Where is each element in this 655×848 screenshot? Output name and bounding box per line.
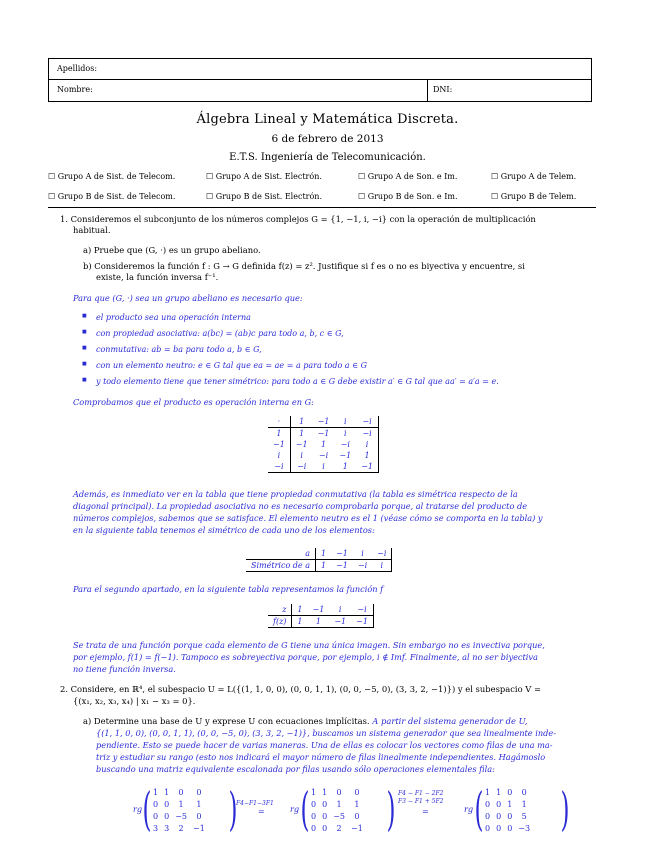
matrix-cell: −5 — [175, 811, 187, 821]
table-cell: −i — [372, 548, 392, 560]
table-cell: 1 — [268, 428, 290, 440]
table-row — [268, 439, 378, 450]
table-cell: 1 — [315, 560, 331, 572]
rank-label: rg — [464, 804, 474, 814]
matrix-cell: 0 — [196, 811, 202, 821]
table-cell: −1 — [313, 416, 335, 428]
left-bracket: ( — [300, 782, 310, 836]
q2-answer-line5: buscando una matriz equivalente escalonada por filas usando sólo operaciones elementales fila: — [96, 764, 495, 774]
table-cell: −1 — [308, 604, 330, 616]
q1-check-text: Comprobamos que el producto es operación interna en G: — [73, 397, 314, 407]
group-checkbox[interactable]: ☐ Grupo A de Sist. Electrón. — [206, 172, 322, 181]
exam-date: 6 de febrero de 2013 — [271, 133, 384, 145]
q2-statement: 2. Considere, en ℝ⁴, el subespacio U = L({(1, 1, 0, 0), (0, 0, 1, 1), (0, 0, −5, 0), (3, 3, 2, −1)}) y el subespacio V = — [60, 684, 542, 694]
matrix-2-table — [308, 786, 366, 834]
exam-title: Álgebra Lineal y Matemática Discreta. — [196, 112, 459, 127]
matrix-cell: 1 — [164, 787, 170, 797]
table-cell: −i — [351, 604, 373, 616]
matrix-cell: 1 — [354, 799, 360, 809]
nombre-label: Nombre: — [57, 85, 93, 94]
right-bracket: ) — [560, 782, 570, 836]
table-cell: f(z) — [268, 616, 292, 628]
q1-para2-line2: diagonal principal). La propiedad asociativa no es necesario comprobarla porque, al tratarse del producto de — [73, 501, 528, 511]
table-cell: i — [372, 560, 392, 572]
matrix-cell: 0 — [153, 799, 159, 809]
q1-part-b: b) Consideremos la función f : G → G definida f(z) = z². Justifique si f es o no es biyectiva y encuentre, si — [83, 261, 525, 271]
matrix-cell: 0 — [311, 799, 317, 809]
left-bracket: ( — [142, 782, 152, 836]
school-name: E.T.S. Ingeniería de Telecomunicación. — [229, 152, 426, 163]
table-row — [246, 548, 392, 560]
matrix-cell: 0 — [354, 787, 360, 797]
matrix-cell: −1 — [350, 823, 363, 833]
q2-answer-line3: pendiente. Esto se puede hacer de varias maneras. Una de ellas es colocar los vectores como filas de una ma- — [96, 740, 553, 750]
matrix-3-table — [482, 786, 533, 834]
matrix-cell: 0 — [164, 799, 170, 809]
table-cell: 1 — [292, 604, 308, 616]
q1-para4-line1: Se trata de una función porque cada elemento de G tiene una única imagen. Sin embargo no es invectiva porque, — [73, 640, 545, 650]
table-cell: 1 — [320, 440, 327, 449]
q1-answer-intro: Para que (G, ·) sea un grupo abeliano es necesario que: — [73, 293, 303, 303]
group-checkbox[interactable]: ☐ Grupo A de Telem. — [491, 172, 577, 181]
table-cell: 1 — [290, 416, 312, 428]
q1-statement-cont: habitual. — [73, 225, 111, 235]
table-cell: −1 — [317, 429, 330, 438]
table-cell: i — [344, 429, 347, 438]
table-cell: −1 — [331, 560, 353, 572]
table-row — [268, 461, 378, 473]
multiplication-table — [268, 416, 379, 473]
dni-divider — [427, 80, 428, 101]
table-cell: −1 — [268, 439, 290, 450]
apellidos-label: Apellidos: — [57, 64, 98, 73]
table-cell: 1 — [356, 450, 378, 461]
table-cell: i — [313, 461, 335, 473]
matrix-cell: 0 — [311, 811, 317, 821]
q1-part-a: a) Pruebe que (G, ·) es un grupo abeliano. — [83, 245, 261, 255]
matrix-cell: 0 — [311, 823, 317, 833]
table-row — [268, 416, 378, 428]
matrix-cell: −3 — [518, 823, 531, 833]
matrix-2 — [300, 782, 398, 836]
q2-statement-cont: {(x₁, x₂, x₃, x₄) | x₁ − x₃ = 0}. — [73, 696, 196, 706]
list-item: ■ y todo elemento tiene que tener simétrico: para todo a ∈ G debe existir a′ ∈ G tal que aa′ = a′a = e. — [96, 377, 499, 386]
matrix-cell: 0 — [322, 811, 328, 821]
table-cell: 1 — [315, 548, 331, 560]
header-divider — [48, 207, 596, 208]
table-cell: −i — [340, 440, 350, 449]
table-row — [268, 428, 378, 440]
table-row — [268, 616, 373, 628]
matrix-cell: 3 — [153, 823, 159, 833]
matrix-cell: 1 — [196, 799, 202, 809]
table-cell: i — [268, 450, 290, 461]
table-cell: i — [334, 416, 356, 428]
group-checkbox[interactable]: ☐ Grupo B de Sist. de Telecom. — [48, 192, 176, 201]
matrix-cell: 5 — [521, 811, 527, 821]
student-id-box — [48, 58, 592, 102]
matrix-cell: 1 — [311, 787, 317, 797]
function-table — [268, 604, 374, 628]
matrix-cell: 1 — [485, 787, 491, 797]
table-cell: −1 — [295, 440, 308, 449]
dni-label: DNI: — [433, 85, 453, 94]
table-cell: −1 — [331, 548, 353, 560]
q1-para4-line3: no tiene función inversa. — [73, 664, 176, 674]
matrix-cell: 0 — [507, 787, 513, 797]
matrix-cell: 0 — [507, 823, 513, 833]
matrix-cell: 2 — [336, 823, 342, 833]
table-cell: Simétrico de a — [246, 560, 315, 572]
q1-para2-line4: en la siguiente tabla tenemos el simétrico de cada uno de los elementos: — [73, 525, 375, 535]
list-item: ■ el producto sea una operación interna — [96, 313, 251, 322]
table-cell: i — [353, 548, 372, 560]
matrix-cell: 0 — [336, 787, 342, 797]
table-cell: −i — [318, 451, 329, 460]
matrix-cell: 0 — [521, 787, 527, 797]
group-checkbox[interactable]: ☐ Grupo A de Sist. de Telecom. — [48, 172, 176, 181]
matrix-cell: 0 — [485, 811, 491, 821]
matrix-cell: 0 — [164, 811, 170, 821]
table-cell: i — [356, 439, 378, 450]
symmetric-table — [246, 548, 392, 572]
matrix-cell: 1 — [521, 799, 527, 809]
q1-para4-line2: por ejemplo, f(1) = f(−1). Tampoco es sobreyectiva porque, por ejemplo, i ∉ Imf. Finalmente, al no ser biyectiva — [73, 652, 538, 662]
list-item: ■ con un elemento neutro: e ∈ G tal que ea = ae = a para todo a ∈ G — [96, 361, 367, 370]
matrix-cell: 0 — [322, 823, 328, 833]
matrix-cell: 0 — [485, 823, 491, 833]
q2-answer-line2: {(1, 1, 0, 0), (0, 0, 1, 1), (0, 0, −5, 0), (3, 3, 2, −1)}, buscamos un sistema generador que sea linealmente inde- — [96, 728, 556, 738]
group-checkbox[interactable]: ☐ Grupo B de Telem. — [491, 192, 577, 201]
q2-part-a-answer-start: A partir del sistema generador de U, — [372, 716, 528, 726]
table-cell: −1 — [356, 461, 378, 473]
group-checkbox[interactable]: ☐ Grupo B de Son. e Im. — [358, 192, 458, 201]
op-2a: F4 − F1 − 2F2 — [398, 790, 444, 797]
q2-part-a — [83, 716, 528, 727]
table-cell: i — [329, 604, 351, 616]
list-item: ■ con propiedad asociativa: a(bc) = (ab)c para todo a, b, c ∈ G, — [96, 329, 344, 338]
table-cell: 1 — [308, 616, 330, 628]
table-cell: −i — [353, 560, 372, 572]
right-bracket: ) — [228, 782, 238, 836]
table-cell: 1 — [334, 461, 356, 473]
matrix-cell: 0 — [485, 799, 491, 809]
table-cell: a — [246, 548, 315, 560]
table-cell: 1 — [292, 616, 308, 628]
table-cell: · — [268, 416, 290, 428]
matrix-cell: −5 — [333, 811, 345, 821]
table-cell: −i — [290, 461, 312, 473]
matrix-cell: 0 — [496, 811, 502, 821]
op-2b: F3 − F1 + 5F2 — [398, 798, 444, 805]
op-1: F4−F1−3F1 — [236, 800, 274, 807]
table-cell: −1 — [339, 451, 352, 460]
q1-para3: Para el segundo apartado, en la siguiente tabla representamos la función f — [73, 584, 384, 594]
q2-answer-line4: triz y estudiar su rango (esto nos indicará el mayor número de filas linealmente independientes. Hagámoslo — [96, 752, 546, 762]
equals-2: = — [422, 807, 429, 816]
table-row — [268, 604, 373, 616]
matrix-1-table — [150, 786, 208, 834]
q2-part-a-prompt: a) Determine una base de U y exprese U con ecuaciones implícitas. — [83, 716, 370, 726]
nombre-row[interactable] — [49, 80, 591, 101]
matrix-cell: 1 — [336, 799, 342, 809]
left-bracket: ( — [474, 782, 484, 836]
matrix-3 — [474, 782, 572, 836]
matrix-cell: 0 — [496, 823, 502, 833]
matrix-cell: 1 — [507, 799, 513, 809]
matrix-cell: 0 — [507, 811, 513, 821]
table-cell: z — [268, 604, 292, 616]
matrix-cell: 0 — [153, 811, 159, 821]
equals-1: = — [258, 807, 265, 816]
matrix-cell: 0 — [354, 811, 360, 821]
matrix-cell: 1 — [178, 799, 184, 809]
rank-label: rg — [290, 804, 300, 814]
right-bracket: ) — [386, 782, 396, 836]
table-cell: 1 — [299, 429, 305, 438]
matrix-cell: 0 — [178, 787, 184, 797]
q1-statement: 1. Consideremos el subconjunto de los números complejos G = {1, −1, i, −i} con la operación de multiplicación — [60, 214, 536, 224]
matrix-cell: 0 — [496, 799, 502, 809]
matrix-cell: 0 — [322, 799, 328, 809]
table-cell: −i — [268, 461, 290, 473]
apellidos-row[interactable] — [49, 59, 591, 80]
q1-para2-line1: Además, es inmediato ver en la tabla que tiene propiedad conmutativa (la tabla es simétrica respecto de la — [73, 489, 518, 499]
table-row — [268, 450, 378, 461]
table-row — [246, 560, 392, 572]
table-cell: −1 — [329, 616, 351, 628]
table-cell: −1 — [351, 616, 373, 628]
list-item: ■ conmutativa: ab = ba para todo a, b ∈ G, — [96, 345, 262, 354]
group-checkbox[interactable]: ☐ Grupo B de Sist. Electrón. — [206, 192, 322, 201]
matrix-cell: 0 — [196, 787, 202, 797]
table-cell: i — [300, 451, 303, 460]
q1-part-b-cont: existe, la función inversa f⁻¹. — [96, 272, 219, 282]
matrix-cell: 2 — [178, 823, 184, 833]
matrix-cell: 3 — [164, 823, 170, 833]
matrix-cell: 1 — [496, 787, 502, 797]
table-cell: −i — [356, 416, 378, 428]
matrix-cell: 1 — [153, 787, 159, 797]
q1-para2-line3: números complejos, sabemos que se satisface. El elemento neutro es el 1 (véase cómo se comporta en la tabla) y — [73, 513, 543, 523]
table-cell: −i — [356, 428, 378, 440]
matrix-cell: −1 — [192, 823, 205, 833]
rank-label: rg — [133, 804, 143, 814]
group-checkbox[interactable]: ☐ Grupo A de Son. e Im. — [358, 172, 458, 181]
matrix-1 — [142, 782, 240, 836]
matrix-cell: 1 — [322, 787, 328, 797]
